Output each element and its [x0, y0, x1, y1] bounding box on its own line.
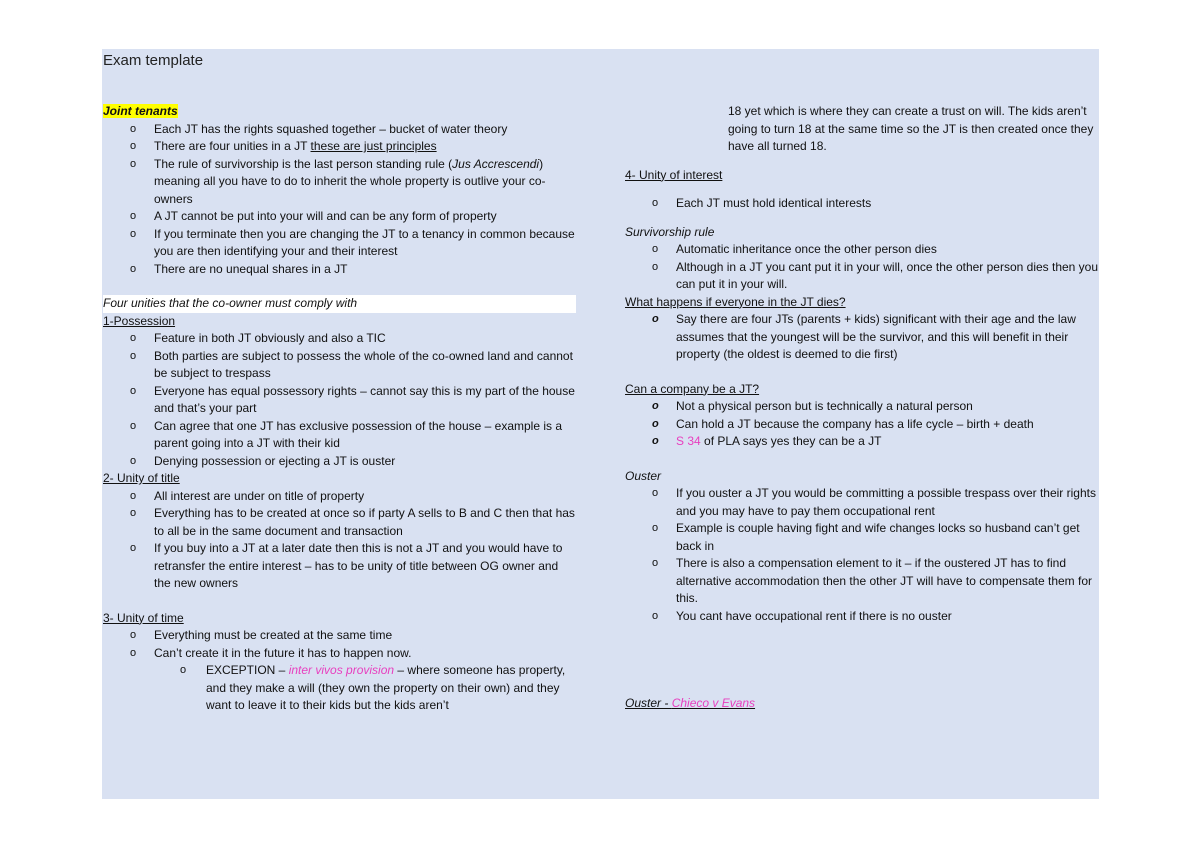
list-item: o Denying possession or ejecting a JT is ouster [103, 453, 578, 471]
list-item: o Each JT must hold identical interests [625, 195, 1100, 213]
list-item: o If you terminate then you are changing the JT to a tenancy in common because you are then identifying your and their interest [103, 226, 578, 261]
continuation-text: 18 yet which is where they can create a trust on will. The kids aren’t going to turn 18 at the same time so the JT is then created once they have all turned 18. [728, 104, 1094, 153]
list-item: o Automatic inheritance once the other person dies [625, 241, 1100, 259]
list-item: o Can agree that one JT has exclusive possession of the house – example is a parent going into a JT with their kid [103, 418, 578, 453]
heading-ouster: Ouster [625, 468, 662, 483]
heading-joint-tenants: Joint tenants [103, 104, 178, 118]
heading-unity-of-time: 3- Unity of time [103, 610, 184, 625]
continuation-block [625, 103, 1100, 156]
time-list [103, 627, 578, 662]
company-list [625, 398, 1100, 451]
list-item: o Although in a JT you cant put it in your will, once the other person dies then you can put it in your will. [625, 259, 1100, 294]
list-item: o All interest are under on title of property [103, 488, 578, 506]
list-item: o Everything has to be created at once so if party A sells to B and C then that has to all be in the same document and transaction [103, 505, 578, 540]
list-item: o The rule of survivorship is the last person standing rule (Jus Accrescendi) meaning all you have to do to inherit the whole property is outlive your co-owners [103, 156, 578, 209]
list-item: o If you buy into a JT at a later date then this is not a JT and you would have to retransfer the entire interest – has to be unity of title between OG owner and the new owners [103, 540, 578, 593]
list-item: o Everyone has equal possessory rights – cannot say this is my part of the house and that’s your part [103, 383, 578, 418]
list-item: o EXCEPTION – inter vivos provision – where someone has property, and they make a will (they own the property on their own) and they want to leave it to their kids but the kids aren’t [103, 662, 578, 715]
list-item: o There are four unities in a JT these are just principles [103, 138, 578, 156]
heading-four-unities: Four unities that the co-owner must comply with [103, 295, 576, 313]
list-item: o If you ouster a JT you would be committing a possible trespass over their rights and you may have to pay them occupational rent [625, 485, 1100, 520]
survivorship-list [625, 241, 1100, 294]
heading-company-jt: Can a company be a JT? [625, 381, 760, 396]
interest-list [625, 195, 1100, 213]
exception-list [103, 662, 578, 715]
right-column [625, 103, 1100, 713]
list-item: o Can’t create it in the future it has to happen now. [103, 645, 578, 663]
heading-unity-of-interest: 4- Unity of interest [625, 167, 723, 182]
list-item: o Feature in both JT obviously and also a TIC [103, 330, 578, 348]
left-column [103, 103, 578, 715]
possession-list [103, 330, 578, 470]
list-item: o Example is couple having fight and wife changes locks so husband can’t get back in [625, 520, 1100, 555]
list-item: o S 34 of PLA says yes they can be a JT [625, 433, 1100, 451]
list-item: o Everything must be created at the same time [103, 627, 578, 645]
list-item: o Each JT has the rights squashed together – bucket of water theory [103, 121, 578, 139]
list-item: o A JT cannot be put into your will and can be any form of property [103, 208, 578, 226]
list-item: o Say there are four JTs (parents + kids) significant with their age and the law assumes that the youngest will be the survivor, and this will benefit in their property (the oldest is deemed to die first) [625, 311, 1100, 364]
page-title: Exam template [103, 52, 204, 69]
list-item: o There is also a compensation element to it – if the oustered JT has to find alternative accommodation then the other JT will have to compensate them for this. [625, 555, 1100, 608]
heading-unity-of-title: 2- Unity of title [103, 471, 180, 485]
heading-everyone-dies: What happens if everyone in the JT dies? [625, 294, 846, 309]
heading-possession: 1-Possession [103, 313, 176, 328]
title-list [103, 488, 578, 593]
list-item: o Not a physical person but is technically a natural person [625, 398, 1100, 416]
case-reference: Ouster - Chieco v Evans [625, 696, 756, 710]
everyone-dies-list [625, 311, 1100, 364]
jt-list [103, 121, 578, 279]
list-item: o You cant have occupational rent if there is no ouster [625, 608, 1100, 626]
heading-survivorship-rule: Survivorship rule [625, 224, 715, 239]
ouster-list [625, 485, 1100, 625]
list-item: o There are no unequal shares in a JT [103, 261, 578, 279]
list-item: o Can hold a JT because the company has a life cycle – birth + death [625, 416, 1100, 434]
list-item: o Both parties are subject to possess the whole of the co-owned land and cannot be subject to trespass [103, 348, 578, 383]
